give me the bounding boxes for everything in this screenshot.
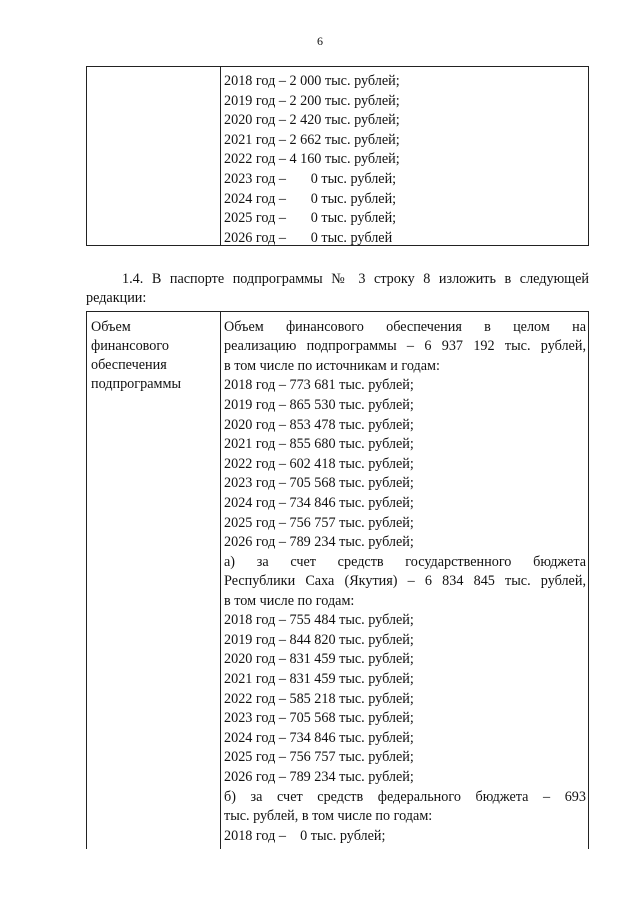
year-line: 2023 год – 705 568 тыс. рублей;: [224, 475, 414, 492]
year-line: 2026 год – 789 234 тыс. рублей;: [224, 768, 414, 785]
year-line: 2025 год – 756 757 тыс. рублей;: [224, 514, 414, 531]
year-line: 2021 год – 2 662 тыс. рублей;: [224, 131, 400, 148]
year-line: 2021 год – 855 680 тыс. рублей;: [224, 436, 414, 453]
continued-table: [86, 66, 589, 246]
federal-budget-line: б) за счет средств федерального бюджета – 693: [224, 788, 586, 805]
year-line: 2020 год – 853 478 тыс. рублей;: [224, 416, 414, 433]
year-line: 2018 год – 773 681 тыс. рублей;: [224, 377, 414, 394]
row-content: [224, 318, 586, 846]
continued-table-values: [224, 72, 400, 248]
year-line: 2019 год – 2 200 тыс. рублей;: [224, 92, 400, 109]
year-line: 2021 год – 831 459 тыс. рублей;: [224, 670, 414, 687]
total-funding-line: Объем финансового обеспечения в целом на: [224, 319, 586, 335]
year-line: 2018 год – 2 000 тыс. рублей;: [224, 73, 400, 89]
year-line: в том числе по источникам и годам:: [224, 357, 440, 374]
year-line: 2026 год – 0 тыс. рублей: [224, 229, 393, 246]
total-funding-line: реализацию подпрограммы – 6 937 192 тыс. рублей,: [224, 338, 586, 355]
year-line: 2022 год – 602 418 тыс. рублей;: [224, 455, 414, 472]
year-line: 2022 год – 4 160 тыс. рублей;: [224, 151, 400, 168]
column-divider: [220, 312, 221, 849]
row-label-line: Объем: [91, 319, 131, 335]
year-line: 2018 год – 0 тыс. рублей;: [224, 827, 386, 844]
year-line: 2020 год – 831 459 тыс. рублей;: [224, 651, 414, 668]
year-line: 2024 год – 734 846 тыс. рублей;: [224, 494, 414, 511]
year-line: 2026 год – 789 234 тыс. рублей;: [224, 534, 414, 551]
row-label-line: подпрограммы: [91, 376, 181, 392]
year-line: 2024 год – 734 846 тыс. рублей;: [224, 729, 414, 746]
state-budget-line: Республики Саха (Якутия) – 6 834 845 тыс. рублей,: [224, 573, 586, 590]
year-line: 2023 год – 0 тыс. рублей;: [224, 170, 397, 187]
year-line: 2019 год – 865 530 тыс. рублей;: [224, 397, 414, 413]
year-line: 2018 год – 755 484 тыс. рублей;: [224, 612, 414, 629]
row-label-line: обеспечения: [91, 357, 167, 373]
year-line: в том числе по годам:: [224, 592, 355, 609]
page-number: 6: [317, 34, 323, 48]
year-line: 2024 год – 0 тыс. рублей;: [224, 190, 397, 207]
row-label: [91, 318, 216, 394]
year-line: 2025 год – 0 тыс. рублей;: [224, 210, 397, 227]
funding-table: [86, 311, 589, 849]
year-line: 2025 год – 756 757 тыс. рублей;: [224, 749, 414, 766]
column-divider: [220, 67, 221, 245]
year-line: тыс. рублей, в том числе по годам:: [224, 807, 433, 824]
state-budget-line: а) за счет средств государственного бюджета: [224, 553, 586, 570]
year-line: 2019 год – 844 820 тыс. рублей;: [224, 631, 414, 648]
year-line: 2023 год – 705 568 тыс. рублей;: [224, 710, 414, 727]
row-label-line: финансового: [91, 338, 169, 354]
year-line: 2022 год – 585 218 тыс. рублей;: [224, 690, 414, 707]
amendment-paragraph: 1.4. В паспорте подпрограммы № 3 строку 8 изложить в следующей редакции:: [86, 271, 589, 306]
year-line: 2020 год – 2 420 тыс. рублей;: [224, 112, 400, 129]
